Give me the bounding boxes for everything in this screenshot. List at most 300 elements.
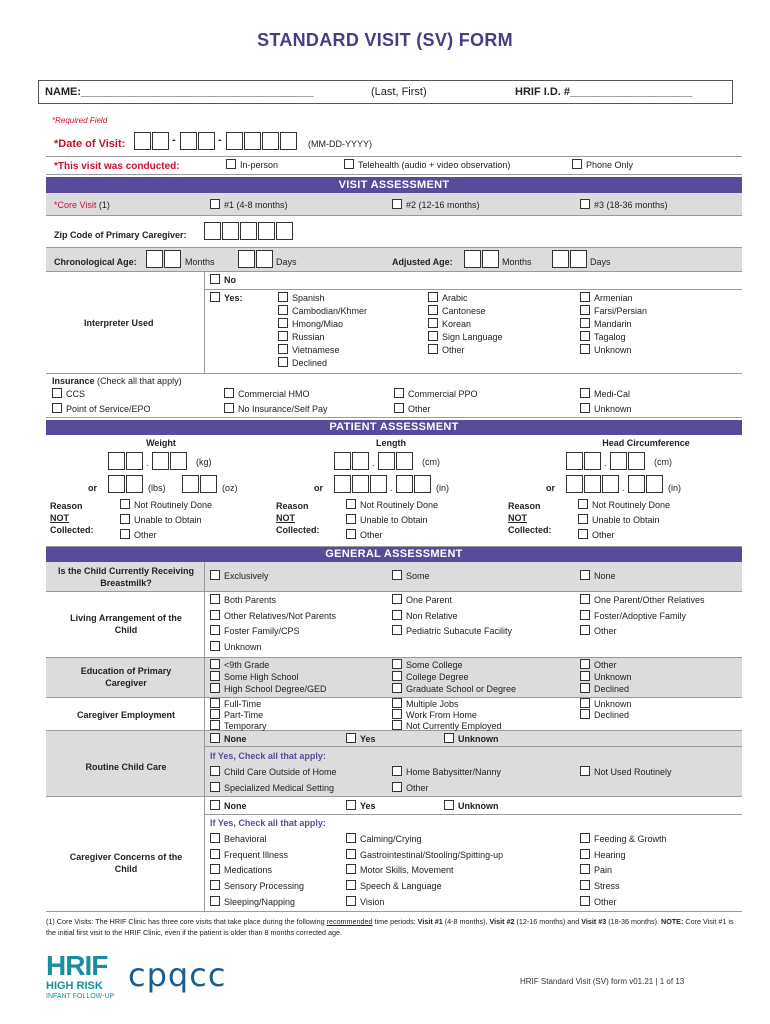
date-digit[interactable] xyxy=(226,132,243,150)
checkbox[interactable] xyxy=(210,625,220,635)
date-digit[interactable] xyxy=(180,132,197,150)
reason-option[interactable]: Other xyxy=(120,529,157,541)
checkbox[interactable] xyxy=(278,305,288,315)
language-option[interactable]: Unknown xyxy=(580,344,632,356)
measure-digit[interactable] xyxy=(126,452,143,470)
checkbox[interactable] xyxy=(210,709,220,719)
breastmilk-none[interactable]: None xyxy=(580,570,616,582)
date-of-visit-label: *Date of Visit: xyxy=(54,138,126,150)
concern-option[interactable]: Gastrointestinal/Stooling/Spitting-up xyxy=(346,849,503,861)
checkbox[interactable] xyxy=(392,782,402,792)
measure-digit[interactable] xyxy=(334,452,351,470)
education-row xyxy=(46,658,742,698)
child-care-option[interactable]: Not Used Routinely xyxy=(580,766,672,778)
concern-option[interactable]: Medications xyxy=(210,864,272,876)
checkbox[interactable] xyxy=(392,698,402,708)
reason-label: Reason xyxy=(276,501,309,511)
measure-digit[interactable] xyxy=(200,475,217,493)
checkbox[interactable] xyxy=(580,305,590,315)
education-option[interactable]: College Degree xyxy=(392,671,469,683)
concern-option[interactable]: Speech & Language xyxy=(346,880,442,892)
living-option[interactable]: Non Relative xyxy=(392,610,458,622)
measure-digit[interactable] xyxy=(126,475,143,493)
checkbox[interactable] xyxy=(580,671,590,681)
checkbox[interactable] xyxy=(210,659,220,669)
measure-digit[interactable] xyxy=(396,452,413,470)
checkbox[interactable] xyxy=(580,683,590,693)
concern-option[interactable]: Behavioral xyxy=(210,833,267,845)
reason-option[interactable]: Not Routinely Done xyxy=(346,499,438,511)
months-label: Months xyxy=(185,257,215,267)
date-digit[interactable] xyxy=(280,132,297,150)
name-row xyxy=(38,80,733,104)
patient-assessment-header: PATIENT ASSESSMENT xyxy=(46,420,742,435)
checkbox[interactable] xyxy=(394,403,404,413)
checkbox[interactable] xyxy=(210,610,220,620)
concern-option[interactable]: Pain xyxy=(580,864,612,876)
checkbox[interactable] xyxy=(210,880,220,890)
unit-label: (cm) xyxy=(422,457,440,467)
visit-conducted-row xyxy=(46,157,742,175)
zip-digit[interactable] xyxy=(222,222,239,240)
language-option[interactable]: Vietnamese xyxy=(278,344,339,356)
zip-digit[interactable] xyxy=(240,222,257,240)
checkbox[interactable] xyxy=(278,292,288,302)
education-label: Education of Primary Caregiver xyxy=(80,666,172,688)
collected-label: Collected: xyxy=(50,525,94,535)
child-care-label: Routine Child Care xyxy=(85,762,167,772)
unit-label: (in) xyxy=(668,483,681,493)
interpreter-no-option[interactable]: No xyxy=(210,274,236,286)
telehealth-option[interactable]: Telehealth (audio + video observation) xyxy=(344,159,510,171)
language-option[interactable]: Declined xyxy=(278,357,327,369)
measure-digit[interactable] xyxy=(378,452,395,470)
checkbox[interactable] xyxy=(580,896,590,906)
core-visit-row xyxy=(46,193,742,216)
or-label: or xyxy=(314,483,323,493)
checkbox[interactable] xyxy=(210,849,220,859)
checkbox[interactable] xyxy=(392,594,402,604)
checkbox[interactable] xyxy=(120,529,130,539)
unit-label: (in) xyxy=(436,483,449,493)
checkbox[interactable] xyxy=(392,720,402,730)
checkbox[interactable] xyxy=(346,514,356,524)
age-digit[interactable] xyxy=(552,250,569,268)
checkbox[interactable] xyxy=(428,292,438,302)
date-of-visit-row xyxy=(46,130,742,157)
core-visit-1-option[interactable]: #1 (4-8 months) xyxy=(210,199,288,211)
hrif-logo xyxy=(46,952,114,1001)
measure-digit[interactable] xyxy=(414,475,431,493)
insurance-option[interactable]: Point of Service/EPO xyxy=(52,403,151,415)
living-option[interactable]: Other xyxy=(580,625,617,637)
page-info: HRIF Standard Visit (SV) form v01.21 | 1 of 13 xyxy=(520,977,685,986)
checkbox[interactable] xyxy=(278,318,288,328)
or-label: or xyxy=(546,483,555,493)
checkbox[interactable] xyxy=(580,709,590,719)
interpreter-row xyxy=(46,272,742,374)
unit-label: (lbs) xyxy=(148,483,166,493)
child-care-row xyxy=(46,731,742,797)
checkbox[interactable] xyxy=(392,199,402,209)
language-option[interactable]: Sign Language xyxy=(428,331,503,343)
education-option[interactable]: Some College xyxy=(392,659,463,671)
insurance-option[interactable]: Unknown xyxy=(580,403,632,415)
dot: . xyxy=(372,458,375,468)
date-format: (MM-DD-YYYY) xyxy=(308,139,372,149)
checkbox[interactable] xyxy=(392,766,402,776)
concern-option[interactable]: Stress xyxy=(580,880,620,892)
breastmilk-some[interactable]: Some xyxy=(392,570,430,582)
checkbox[interactable] xyxy=(394,388,404,398)
language-option[interactable]: Mandarin xyxy=(580,318,632,330)
hrif-logo-text: HIGH RISK xyxy=(46,980,103,992)
checkbox[interactable] xyxy=(428,331,438,341)
education-option[interactable]: <9th Grade xyxy=(210,659,269,671)
measure-digit[interactable] xyxy=(628,452,645,470)
dot: . xyxy=(622,483,625,493)
core-visit-2-option[interactable]: #2 (12-16 months) xyxy=(392,199,480,211)
divider xyxy=(204,272,205,374)
education-option[interactable]: Graduate School or Degree xyxy=(392,683,516,695)
living-option[interactable]: Pediatric Subacute Facility xyxy=(392,625,512,637)
education-option[interactable]: High School Degree/GED xyxy=(210,683,327,695)
days-label: Days xyxy=(276,257,297,267)
checkbox[interactable] xyxy=(210,274,220,284)
name-label[interactable]: NAME:______________________________________ xyxy=(45,86,314,98)
breastmilk-label: Is the Child Currently Receiving Breastmilk? xyxy=(57,566,195,588)
core-visit-3-option[interactable]: #3 (18-36 months) xyxy=(580,199,668,211)
date-digit[interactable] xyxy=(152,132,169,150)
checkbox[interactable] xyxy=(392,659,402,669)
employment-option[interactable]: Part-Time xyxy=(210,709,263,721)
checkbox[interactable] xyxy=(210,671,220,681)
checkbox[interactable] xyxy=(346,849,356,859)
insurance-option[interactable]: Commercial PPO xyxy=(394,388,478,400)
checkbox[interactable] xyxy=(580,318,590,328)
language-option[interactable]: Farsi/Persian xyxy=(580,305,647,317)
concern-option[interactable]: Motor Skills, Movement xyxy=(346,864,454,876)
visit-conducted-label: *This visit was conducted: xyxy=(54,161,180,172)
measure-digit[interactable] xyxy=(170,452,187,470)
education-option[interactable]: Declined xyxy=(580,683,629,695)
checkbox[interactable] xyxy=(580,610,590,620)
checkbox[interactable] xyxy=(346,896,356,906)
checkbox[interactable] xyxy=(580,331,590,341)
reason-option[interactable]: Unable to Obtain xyxy=(578,514,660,526)
checkbox[interactable] xyxy=(210,594,220,604)
concern-option[interactable]: Vision xyxy=(346,896,384,908)
living-option[interactable]: Other Relatives/Not Parents xyxy=(210,610,336,622)
checkbox[interactable] xyxy=(210,833,220,843)
checkbox[interactable] xyxy=(580,388,590,398)
checkbox[interactable] xyxy=(428,344,438,354)
checkbox[interactable] xyxy=(52,403,62,413)
checkbox[interactable] xyxy=(580,344,590,354)
days-label: Days xyxy=(590,257,611,267)
child-care-yes[interactable]: Yes xyxy=(346,733,376,745)
checkbox[interactable] xyxy=(580,849,590,859)
not-label: NOT xyxy=(508,513,527,523)
checkbox[interactable] xyxy=(572,159,582,169)
checkbox[interactable] xyxy=(346,499,356,509)
visit-assessment-header: VISIT ASSESSMENT xyxy=(46,177,742,193)
date-digit[interactable] xyxy=(198,132,215,150)
checkbox[interactable] xyxy=(346,833,356,843)
form-grid xyxy=(46,130,742,912)
date-digit[interactable] xyxy=(134,132,151,150)
checkbox[interactable] xyxy=(580,864,590,874)
language-option[interactable]: Russian xyxy=(278,331,325,343)
reason-option[interactable]: Not Routinely Done xyxy=(578,499,670,511)
employment-option[interactable]: Declined xyxy=(580,709,629,721)
employment-label: Caregiver Employment xyxy=(76,710,176,720)
length-label: Length xyxy=(376,438,406,448)
checkbox[interactable] xyxy=(580,625,590,635)
checkbox[interactable] xyxy=(428,305,438,315)
measure-digit[interactable] xyxy=(152,452,169,470)
checkbox[interactable] xyxy=(580,698,590,708)
child-care-option[interactable]: Child Care Outside of Home xyxy=(210,766,337,778)
measure-digit[interactable] xyxy=(602,475,619,493)
language-option[interactable]: Cambodian/Khmer xyxy=(278,305,367,317)
measure-digit[interactable] xyxy=(584,475,601,493)
checkbox[interactable] xyxy=(278,357,288,367)
measure-digit[interactable] xyxy=(370,475,387,493)
age-digit[interactable] xyxy=(464,250,481,268)
child-care-option[interactable]: Specialized Medical Setting xyxy=(210,782,334,794)
checkbox[interactable] xyxy=(392,610,402,620)
last-first-hint: (Last, First) xyxy=(371,86,427,98)
employment-option[interactable]: Unknown xyxy=(580,698,632,710)
education-option[interactable]: Some High School xyxy=(210,671,299,683)
language-option[interactable]: Korean xyxy=(428,318,471,330)
reason-option[interactable]: Other xyxy=(578,529,615,541)
reason-label: Reason xyxy=(50,501,83,511)
not-label: NOT xyxy=(276,513,295,523)
measure-digit[interactable] xyxy=(584,452,601,470)
checkbox[interactable] xyxy=(346,864,356,874)
language-option[interactable]: Cantonese xyxy=(428,305,486,317)
not-label: NOT xyxy=(50,513,69,523)
child-care-unknown[interactable]: Unknown xyxy=(444,733,499,745)
core-visit-label: *Core Visit (1) xyxy=(54,200,110,210)
checkbox[interactable] xyxy=(210,782,220,792)
insurance-option[interactable]: Other xyxy=(394,403,431,415)
insurance-option[interactable]: CCS xyxy=(52,388,85,400)
concern-option[interactable]: Hearing xyxy=(580,849,626,861)
checkbox[interactable] xyxy=(210,641,220,651)
measure-digit[interactable] xyxy=(334,475,351,493)
interpreter-yes-option[interactable]: Yes: xyxy=(210,292,243,304)
general-assessment-header: GENERAL ASSESSMENT xyxy=(46,547,742,562)
concern-option[interactable]: Sensory Processing xyxy=(210,880,304,892)
language-option[interactable]: Hmong/Miao xyxy=(278,318,343,330)
zip-code-label: Zip Code of Primary Caregiver: xyxy=(54,230,187,240)
zip-code-row xyxy=(46,216,742,248)
checkbox[interactable] xyxy=(210,683,220,693)
checkbox[interactable] xyxy=(278,331,288,341)
concern-option[interactable]: Frequent Illness xyxy=(210,849,288,861)
checkbox[interactable] xyxy=(52,388,62,398)
date-separator: - xyxy=(172,134,176,146)
checkbox[interactable] xyxy=(226,159,236,169)
child-care-option[interactable]: Other xyxy=(392,782,429,794)
living-option[interactable]: Unknown xyxy=(210,641,262,653)
concerns-label: Caregiver Concerns of the Child xyxy=(69,852,183,874)
checkbox[interactable] xyxy=(578,529,588,539)
age-digit[interactable] xyxy=(164,250,181,268)
checkbox[interactable] xyxy=(344,159,354,169)
dot: . xyxy=(146,458,149,468)
concerns-row xyxy=(46,797,742,912)
measure-digit[interactable] xyxy=(566,452,583,470)
concern-option[interactable]: Other xyxy=(580,896,617,908)
checkbox[interactable] xyxy=(346,880,356,890)
reason-option[interactable]: Other xyxy=(346,529,383,541)
education-option[interactable]: Other xyxy=(580,659,617,671)
date-digit[interactable] xyxy=(244,132,261,150)
employment-option[interactable]: Not Currently Employed xyxy=(392,720,502,732)
concerns-none[interactable]: None xyxy=(210,800,247,812)
checkbox[interactable] xyxy=(210,199,220,209)
checkbox[interactable] xyxy=(120,514,130,524)
checkbox[interactable] xyxy=(580,833,590,843)
checkbox[interactable] xyxy=(346,529,356,539)
child-care-option[interactable]: Home Babysitter/Nanny xyxy=(392,766,501,778)
living-option[interactable]: Both Parents xyxy=(210,594,276,606)
reason-option[interactable]: Not Routinely Done xyxy=(120,499,212,511)
measure-digit[interactable] xyxy=(396,475,413,493)
language-option[interactable]: Tagalog xyxy=(580,331,626,343)
language-option[interactable]: Other xyxy=(428,344,465,356)
child-care-if-yes: If Yes, Check all that apply: xyxy=(210,751,326,761)
measure-digit[interactable] xyxy=(108,475,125,493)
age-digit[interactable] xyxy=(256,250,273,268)
checkbox[interactable] xyxy=(210,864,220,874)
reason-option[interactable]: Unable to Obtain xyxy=(120,514,202,526)
age-digit[interactable] xyxy=(238,250,255,268)
checkbox[interactable] xyxy=(580,199,590,209)
hrif-id-label[interactable]: HRIF I.D. #____________________ xyxy=(515,86,693,98)
employment-option[interactable]: Multiple Jobs xyxy=(392,698,459,710)
checkbox[interactable] xyxy=(210,292,220,302)
checkbox[interactable] xyxy=(428,318,438,328)
checkbox[interactable] xyxy=(580,880,590,890)
language-option[interactable]: Armenian xyxy=(580,292,633,304)
zip-digit[interactable] xyxy=(258,222,275,240)
breastmilk-exclusively[interactable]: Exclusively xyxy=(210,570,269,582)
checkbox[interactable] xyxy=(210,720,220,730)
insurance-option[interactable]: No Insurance/Self Pay xyxy=(224,403,328,415)
checkbox[interactable] xyxy=(578,514,588,524)
checkbox[interactable] xyxy=(392,671,402,681)
collected-label: Collected: xyxy=(276,525,320,535)
employment-option[interactable]: Work From Home xyxy=(392,709,477,721)
living-option[interactable]: One Parent xyxy=(392,594,452,606)
dot: . xyxy=(604,458,607,468)
employment-option[interactable]: Temporary xyxy=(210,720,267,732)
employment-row xyxy=(46,698,742,731)
checkbox[interactable] xyxy=(580,403,590,413)
measure-digit[interactable] xyxy=(610,452,627,470)
measure-digit[interactable] xyxy=(108,452,125,470)
or-label: or xyxy=(88,483,97,493)
living-option[interactable]: One Parent/Other Relatives xyxy=(580,594,705,606)
in-person-option[interactable]: In-person xyxy=(226,159,278,171)
checkbox[interactable] xyxy=(210,896,220,906)
hrif-logo-mark: HRIF xyxy=(46,950,108,981)
checkbox[interactable] xyxy=(210,766,220,776)
chronological-age-label: Chronological Age: xyxy=(54,257,137,267)
language-option[interactable]: Arabic xyxy=(428,292,468,304)
checkbox[interactable] xyxy=(392,709,402,719)
language-option[interactable]: Spanish xyxy=(278,292,325,304)
checkbox[interactable] xyxy=(224,403,234,413)
living-option[interactable]: Foster Family/CPS xyxy=(210,625,300,637)
checkbox[interactable] xyxy=(580,659,590,669)
date-digit[interactable] xyxy=(262,132,279,150)
zip-digit[interactable] xyxy=(204,222,221,240)
checkbox[interactable] xyxy=(580,766,590,776)
age-row xyxy=(46,248,742,272)
weight-label: Weight xyxy=(146,438,176,448)
zip-digit[interactable] xyxy=(276,222,293,240)
interpreter-label: Interpreter Used xyxy=(84,318,154,328)
measure-digit[interactable] xyxy=(182,475,199,493)
checkbox[interactable] xyxy=(580,594,590,604)
concern-option[interactable]: Calming/Crying xyxy=(346,833,422,845)
checkbox[interactable] xyxy=(120,499,130,509)
checkbox[interactable] xyxy=(224,388,234,398)
concern-option[interactable]: Feeding & Growth xyxy=(580,833,667,845)
checkbox[interactable] xyxy=(210,698,220,708)
collected-label: Collected: xyxy=(508,525,552,535)
reason-option[interactable]: Unable to Obtain xyxy=(346,514,428,526)
education-option[interactable]: Unknown xyxy=(580,671,632,683)
checkbox[interactable] xyxy=(580,292,590,302)
divider xyxy=(204,289,742,290)
child-care-none[interactable]: None xyxy=(210,733,247,745)
checkbox[interactable] xyxy=(392,625,402,635)
insurance-option[interactable]: Medi-Cal xyxy=(580,388,630,400)
phone-only-option[interactable]: Phone Only xyxy=(572,159,633,171)
age-digit[interactable] xyxy=(570,250,587,268)
dot: . xyxy=(390,483,393,493)
measure-digit[interactable] xyxy=(352,452,369,470)
insurance-row xyxy=(46,374,742,418)
concerns-yes[interactable]: Yes xyxy=(346,800,376,812)
checkbox[interactable] xyxy=(278,344,288,354)
checkbox[interactable] xyxy=(392,683,402,693)
living-arrangement-label: Living Arrangement of the Child xyxy=(70,613,182,635)
insurance-option[interactable]: Commercial HMO xyxy=(224,388,310,400)
measure-digit[interactable] xyxy=(628,475,645,493)
living-arrangement-row xyxy=(46,592,742,658)
measure-digit[interactable] xyxy=(646,475,663,493)
footnote: (1) Core Visits: The HRIF Clinic has three core visits that take place during the following recommended time periods: Visit #1 (4-8 months), Visit #2 (12-16 months) and Visit #3 (18-36 months). NOTE: Core Visit #1 is the initial first visit to the HRIF Clinic, even if the patient is older than 8 months corrected age. xyxy=(46,917,734,937)
age-digit[interactable] xyxy=(482,250,499,268)
living-option[interactable]: Foster/Adoptive Family xyxy=(580,610,686,622)
measure-digit[interactable] xyxy=(566,475,583,493)
employment-option[interactable]: Full-Time xyxy=(210,698,261,710)
measure-digit[interactable] xyxy=(352,475,369,493)
hrif-logo-subtext: INFANT FOLLOW-UP xyxy=(46,993,115,1000)
concerns-unknown[interactable]: Unknown xyxy=(444,800,499,812)
concern-option[interactable]: Sleeping/Napping xyxy=(210,896,295,908)
checkbox[interactable] xyxy=(578,499,588,509)
age-digit[interactable] xyxy=(146,250,163,268)
